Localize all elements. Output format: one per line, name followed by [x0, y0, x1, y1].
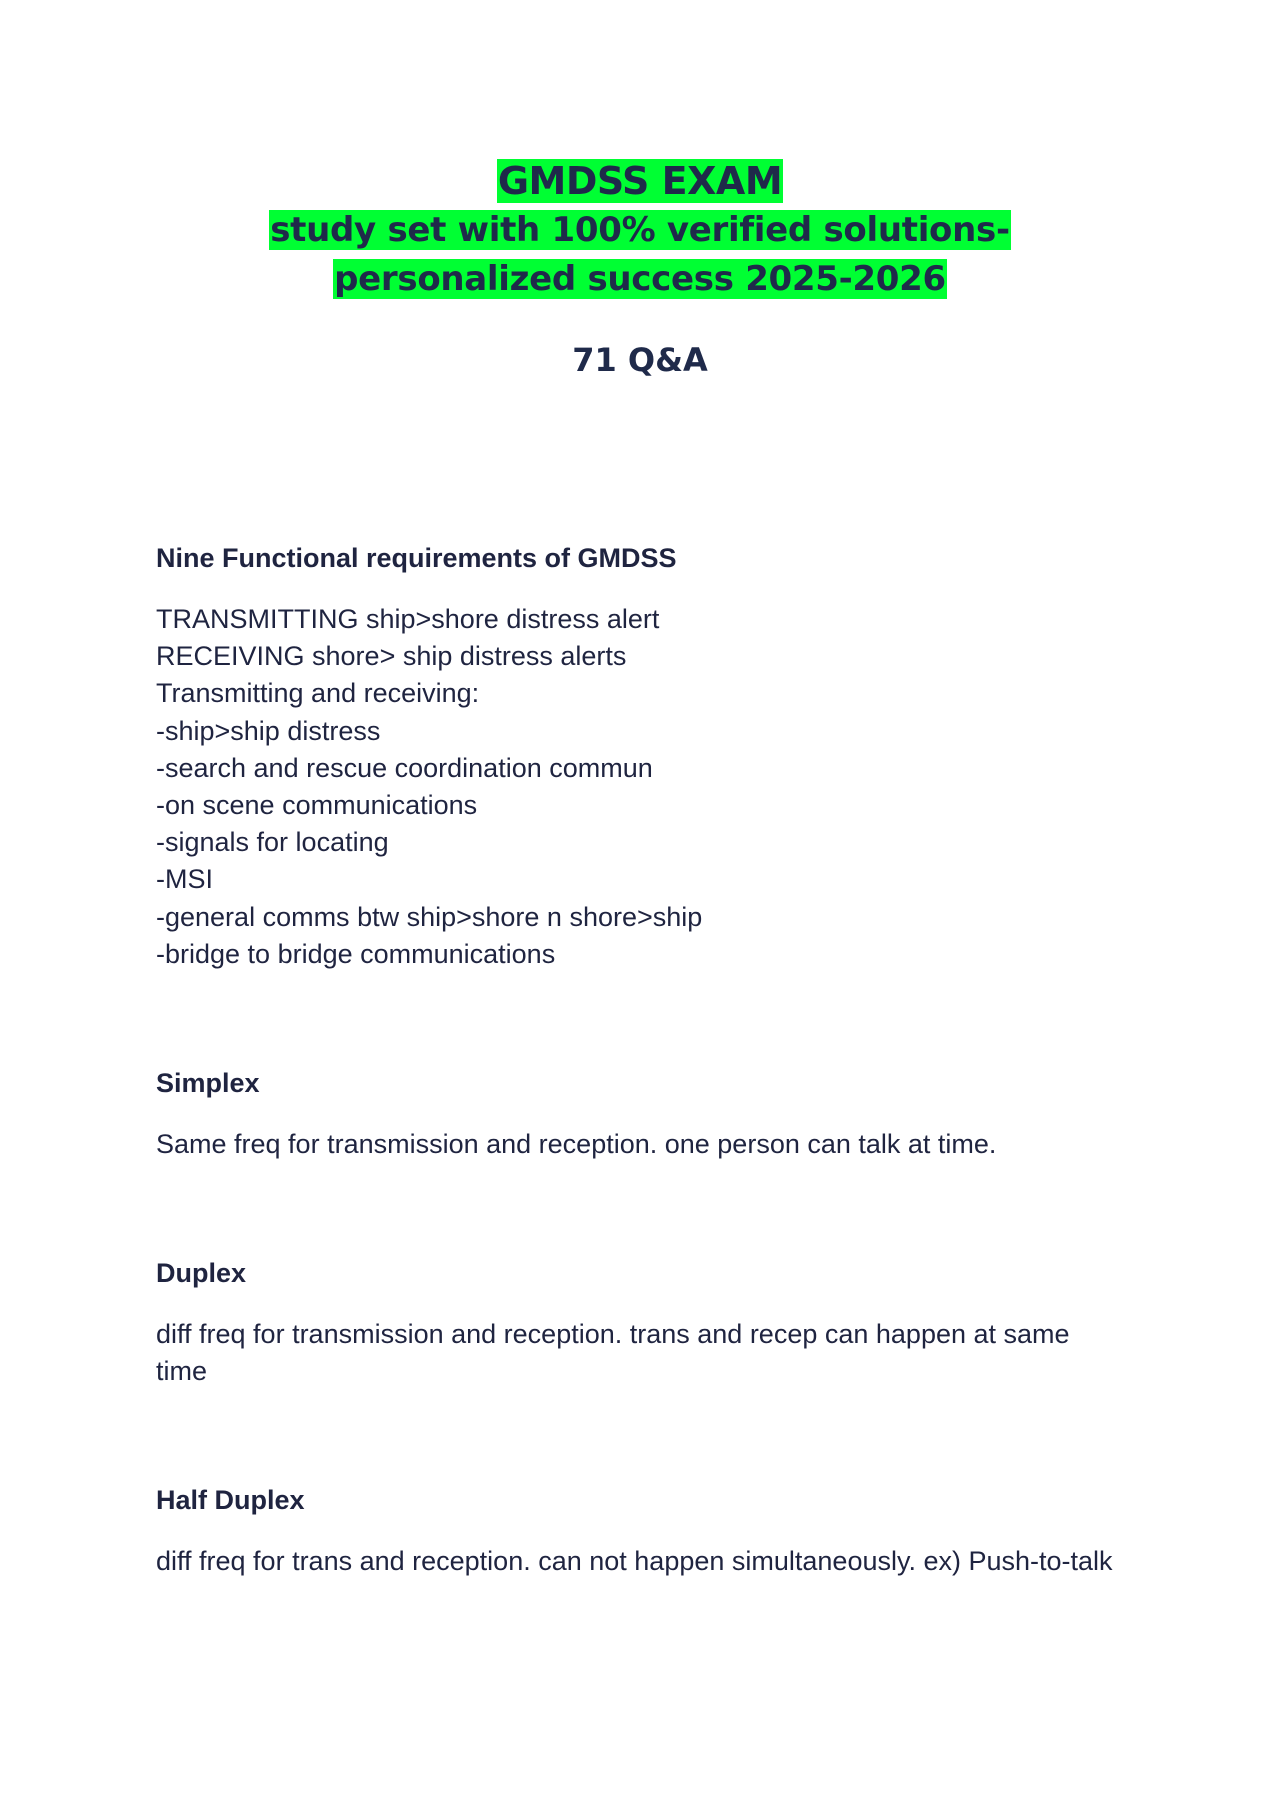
title-block — [0, 156, 1280, 304]
qa-item — [156, 1255, 1116, 1390]
answer: diff freq for transmission and reception. trans and recep can happen at same time — [156, 1319, 1070, 1387]
subtitle-highlight: study set with 100% verified solutions-personalized success 2025-2026 — [270, 210, 1010, 299]
qa-item — [156, 1482, 1116, 1580]
title-highlight: GMDSS EXAM — [497, 159, 783, 203]
qa-item — [156, 540, 1116, 973]
question: Nine Functional requirements of GMDSS — [156, 543, 677, 573]
document-subtitle — [170, 206, 1110, 304]
answer: Same freq for transmission and reception. one person can talk at time. — [156, 1129, 997, 1159]
qa-count: 71 Q&A — [572, 341, 708, 379]
document-title — [0, 156, 1280, 206]
answer: diff freq for trans and reception. can not happen simultaneously. ex) Push-to-talk — [156, 1546, 1113, 1576]
question: Half Duplex — [156, 1485, 305, 1515]
question: Duplex — [156, 1258, 247, 1288]
qa-item — [156, 1065, 1116, 1163]
question: Simplex — [156, 1068, 260, 1098]
answer: TRANSMITTING ship>shore distress alert RECEIVING shore> ship distress alerts Transmitting and receiving: -ship>ship distress -search and rescue coordination commun -on scene communications -signals for locating -MSI -general comms btw ship>shore n shore>ship -bridge to bridge communications — [156, 604, 703, 969]
